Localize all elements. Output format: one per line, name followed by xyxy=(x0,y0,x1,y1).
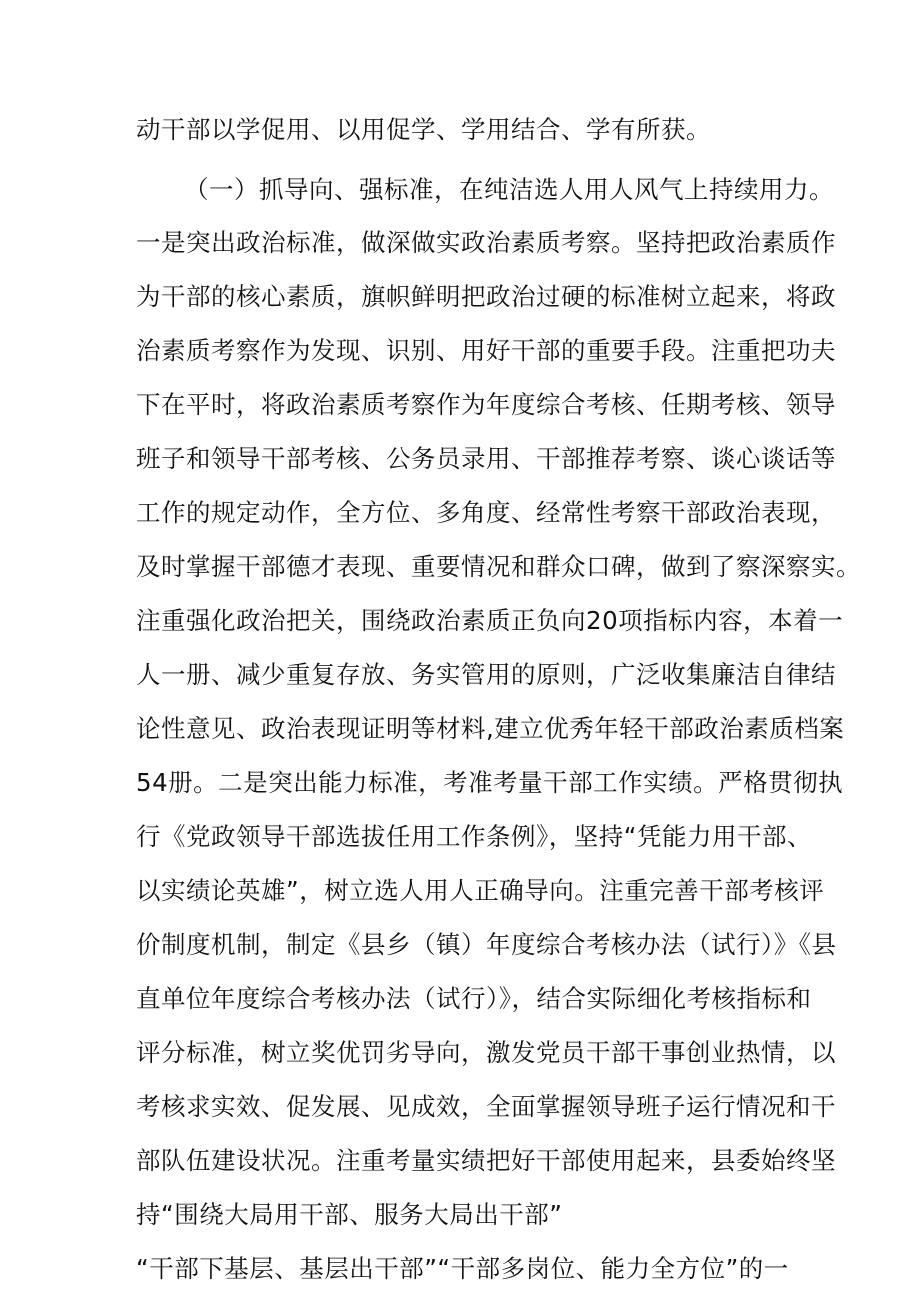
paragraph-line-5: 治素质考察作为发现、识别、用好干部的重要手段。注重把功夫 xyxy=(136,336,836,365)
paragraph-line-10: 注重强化政治把关，围绕政治素质正负向20项指标内容，本着一 xyxy=(136,606,844,635)
paragraph-line-18: 评分标准，树立奖优罚劣导向，激发党员干部干事创业热情，以 xyxy=(136,1038,836,1067)
paragraph-line-15: 以实绩论英雄”，树立选人用人正确导向。注重完善干部考核评 xyxy=(136,876,825,905)
paragraph-line-20: 部队伍建设状况。注重考量实绩把好干部使用起来，县委始终坚 xyxy=(136,1146,836,1175)
paragraph-line-7: 班子和领导干部考核、公务员录用、干部推荐考察、谈心谈话等 xyxy=(136,444,836,473)
section-heading: （一）抓导向、强标准，在纯洁选人用人风气上持续用力。 xyxy=(184,175,834,204)
paragraph-line-12: 论性意见、政治表现证明等材料,建立优秀年轻干部政治素质档案 xyxy=(136,714,845,743)
paragraph-line-13: 54册。二是突出能力标准，考准考量干部工作实绩。严格贯彻执 xyxy=(136,768,844,797)
paragraph-line-8: 工作的规定动作，全方位、多角度、经常性考察干部政治表现， xyxy=(136,498,836,527)
paragraph-line-9: 及时掌握干部德才表现、重要情况和群众口碑，做到了察深察实。 xyxy=(136,552,861,581)
paragraph-line-19: 考核求实效、促发展、见成效，全面掌握领导班子运行情况和干 xyxy=(136,1092,836,1121)
paragraph-line-1: 动干部以学促用、以用促学、学用结合、学有所获。 xyxy=(136,115,711,144)
paragraph-line-14: 行《党政领导干部选拔任用工作条例》，坚持“凭能力用干部、 xyxy=(136,822,812,851)
paragraph-line-22: “干部下基层、基层出干部”“干部多岗位、能力全方位”的一 xyxy=(136,1254,789,1283)
paragraph-line-11: 人一册、减少重复存放、务实管用的原则，广泛收集廉洁自律结 xyxy=(136,660,836,689)
paragraph-line-3: 一是突出政治标准，做深做实政治素质考察。坚持把政治素质作 xyxy=(136,228,836,257)
paragraph-line-4: 为干部的核心素质，旗帜鲜明把政治过硬的标准树立起来，将政 xyxy=(136,282,836,311)
paragraph-line-6: 下在平时，将政治素质考察作为年度综合考核、任期考核、领导 xyxy=(136,390,836,419)
paragraph-line-16: 价制度机制，制定《县乡（镇）年度综合考核办法（试行）》《县 xyxy=(136,930,837,959)
paragraph-line-21: 持“围绕大局用干部、服务大局出干部” xyxy=(136,1200,563,1229)
paragraph-line-17: 直单位年度综合考核办法（试行）》，结合实际细化考核指标和 xyxy=(136,984,812,1013)
